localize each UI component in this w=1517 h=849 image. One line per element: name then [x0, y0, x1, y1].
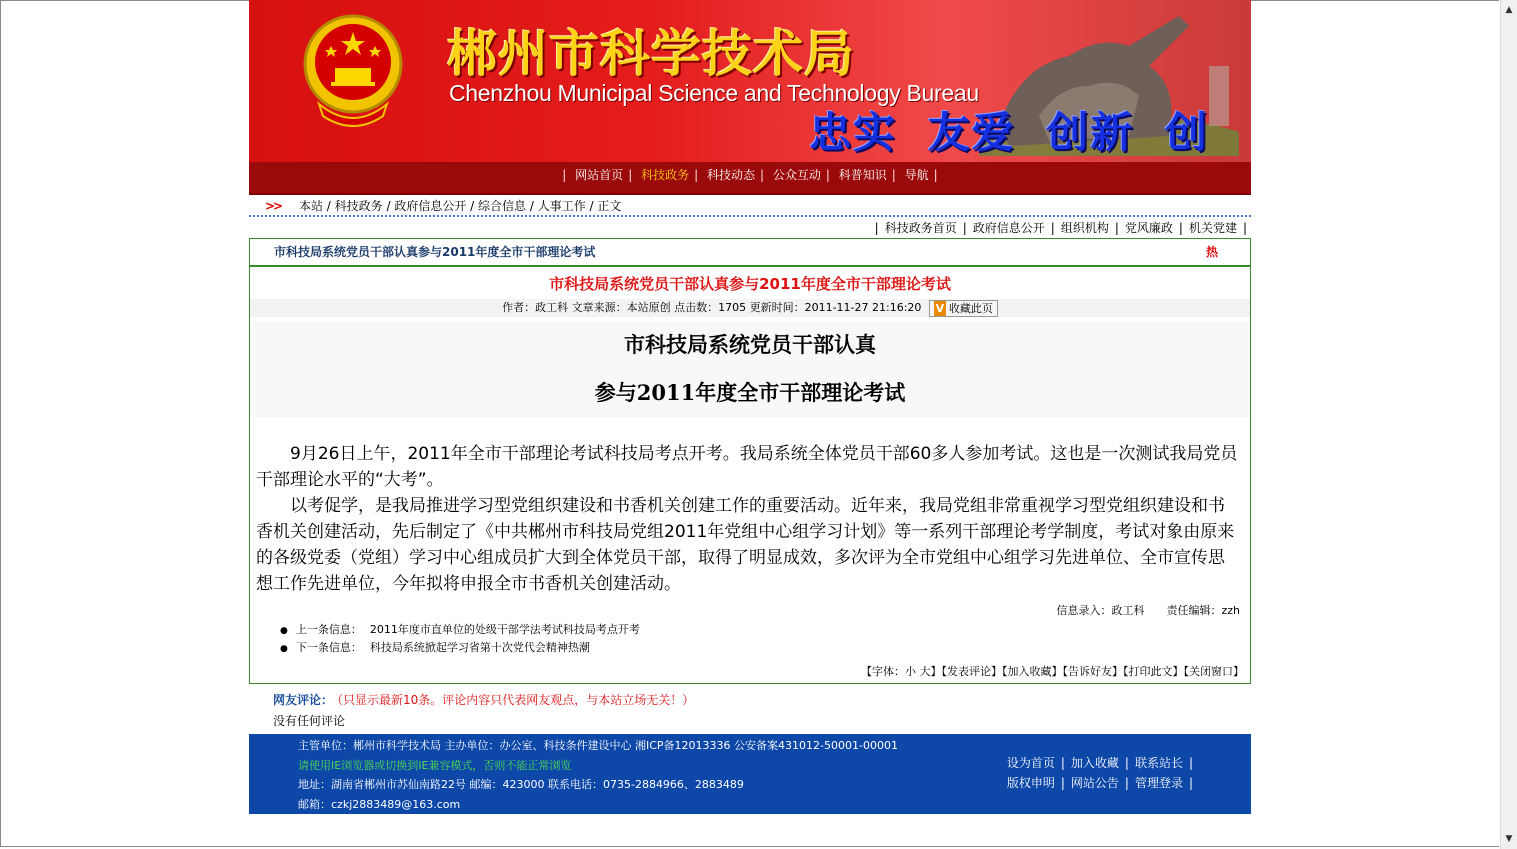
banner-title-en: Chenzhou Municipal Science and Technology Bureau: [449, 80, 979, 106]
article-signature: 信息录入：政工科 责任编辑：zzh: [250, 601, 1250, 621]
comments-label: 网友评论：: [273, 693, 334, 707]
list-item: [280, 639, 1250, 657]
article-headline-1: 市科技局系统党员干部认真: [624, 332, 876, 357]
banner-slogan: 忠实 友爱 创新 创: [809, 108, 1209, 157]
footer-line: 邮箱：czkj2883489@163.com: [298, 797, 461, 811]
subnav-integrity[interactable]: 党风廉政: [1124, 221, 1173, 235]
subnav-party-building[interactable]: 机关党建: [1188, 221, 1237, 235]
nav-home[interactable]: 网站首页: [575, 168, 624, 182]
nav-public-interaction[interactable]: 公众互动: [772, 168, 821, 182]
breadcrumb-separator: /: [466, 199, 478, 213]
nav-separator: |: [628, 168, 633, 182]
article-box: [249, 238, 1251, 684]
nav-separator: |: [562, 168, 567, 182]
breadcrumb-item[interactable]: 人事工作: [537, 199, 586, 213]
article-tools: [250, 657, 1250, 683]
subnav-gov-home[interactable]: 科技政务首页: [884, 221, 957, 235]
scroll-up-icon[interactable]: ▲: [1501, 2, 1517, 18]
article-meta-text: 作者：政工科 文章来源：本站原创 点击数：1705 更新时间：2011-11-27 21:16:20: [502, 301, 922, 314]
announcement-link[interactable]: 网站公告: [1070, 775, 1119, 790]
comments-note: （只显示最新10条。评论内容只代表网友观点，与本站立场无关！）: [337, 693, 695, 707]
comments-empty: 没有任何评论: [273, 714, 346, 728]
article-title: 市科技局系统党员干部认真参与2011年度全市干部理论考试: [549, 275, 951, 293]
admin-login-link[interactable]: 管理登录: [1134, 775, 1183, 790]
site-footer: [249, 734, 1251, 814]
nav-separator: |: [933, 168, 938, 182]
nav-separator: |: [759, 168, 765, 182]
breadcrumb-item[interactable]: 本站: [298, 199, 323, 213]
sub-nav: [249, 217, 1251, 239]
footer-info: [298, 736, 898, 814]
nav-separator: |: [825, 168, 830, 182]
subnav-separator: |: [962, 221, 967, 235]
comments-header: [249, 684, 1251, 708]
footer-warning: 请使用IE浏览器或切换到IE兼容模式，否则不能正常浏览: [298, 758, 572, 772]
article-paragraph: 以考促学，是我局推进学习型党组织建设和书香机关创建工作的重要活动。近年来，我局党组非常重视学习型党组织建设和书香机关创建活动，先后制定了《中共郴州市科技局党组2011年党组中心组学习计划》等一系列干部理论考学制度，考试对象由原来的各级党委（党组）学习中心组成员扩大到全体党员干部，取得了明显成效，多次评为全市党组中心组学习先进单位、全市宣传思想工作先进单位，今年拟将申报全市书香机关创建活动。: [256, 496, 1235, 594]
nav-separator: |: [694, 168, 699, 182]
scroll-down-icon[interactable]: ▼: [1501, 831, 1517, 847]
footer-line: 主管单位：郴州市科学技术局 主办单位：办公室、科技条件建设中心 湘ICP备12013336 公安备案431012-50001-00001: [298, 739, 898, 752]
breadcrumb-current: 正文: [597, 199, 622, 213]
nav-separator: |: [891, 168, 896, 182]
breadcrumb-separator: /: [322, 199, 335, 213]
adjacent-articles: [250, 621, 1250, 657]
nav-gov-affairs[interactable]: 科技政务: [641, 168, 690, 182]
contact-admin-link[interactable]: 联系站长: [1134, 756, 1183, 770]
bookmark-page-button[interactable]: [929, 300, 998, 317]
site-banner: [249, 0, 1251, 162]
national-emblem-icon: [301, 12, 405, 128]
list-item: [280, 621, 1250, 639]
bullet-icon: ●: [280, 644, 288, 654]
article-box-header: [250, 239, 1250, 267]
vertical-scrollbar[interactable]: [1500, 0, 1517, 849]
nav-guide[interactable]: 导航: [904, 168, 929, 182]
breadcrumb-item[interactable]: 科技政务: [334, 199, 383, 213]
next-article-link[interactable]: 科技局系统掀起学习省第十次党代会精神热潮: [369, 641, 590, 654]
double-arrow-icon: >>: [265, 199, 282, 213]
subnav-separator: |: [1114, 221, 1119, 235]
subnav-separator: |: [1050, 221, 1055, 235]
prev-article-link[interactable]: 2011年度市直单位的处级干部学法考试科技局考点开考: [369, 623, 640, 636]
prev-label: 上一条信息：: [295, 623, 362, 636]
bullet-icon: ●: [280, 626, 288, 636]
main-nav: [249, 162, 1251, 195]
breadcrumb-separator: /: [585, 199, 598, 213]
subnav-organization[interactable]: 组织机构: [1060, 221, 1109, 235]
set-homepage-link[interactable]: 设为首页: [1006, 756, 1055, 770]
bookmark-icon: V: [935, 301, 945, 315]
nav-science[interactable]: 科普知识: [838, 168, 887, 182]
article-body: [250, 321, 1250, 683]
article-paragraphs: [250, 417, 1250, 601]
copyright-link[interactable]: 版权申明: [1006, 775, 1055, 790]
next-label: 下一条信息：: [295, 641, 362, 654]
subnav-separator: |: [1178, 221, 1183, 235]
footer-links: 设为首页 | 加入收藏 | 联系站长 | 版权申明 | 网站公告 | 管理登录 |: [1001, 754, 1193, 793]
subnav-separator: |: [1242, 221, 1247, 235]
article-tools-links[interactable]: 【字体：小 大】【发表评论】【加入收藏】【告诉好友】【打印此文】【关闭窗口】: [861, 665, 1244, 678]
add-favorite-link[interactable]: 加入收藏: [1070, 756, 1119, 770]
article-meta: [250, 299, 1250, 317]
breadcrumb: [249, 195, 1251, 217]
article-paragraph: 9月26日上午，2011年全市干部理论考试科技局考点开考。我局系统全体党员干部60多人参加考试。这也是一次测试我局党员干部理论水平的“大考”。: [256, 444, 1238, 490]
article-box-title: 市科技局系统党员干部认真参与2011年度全市干部理论考试: [274, 245, 596, 259]
breadcrumb-separator: /: [382, 199, 395, 213]
breadcrumb-item[interactable]: 政府信息公开: [394, 199, 467, 213]
banner-title-cn: 郴州市科学技术局: [447, 24, 855, 83]
article-headline-2: 参与2011年度全市干部理论考试: [594, 380, 906, 405]
nav-news[interactable]: 科技动态: [706, 168, 755, 182]
footer-line: 地址：湖南省郴州市苏仙南路22号 邮编：423000 联系电话：0735-2884966、2883489: [298, 778, 744, 791]
bookmark-label: 收藏此页: [948, 301, 993, 315]
breadcrumb-separator: /: [526, 199, 538, 213]
page-container: [249, 0, 1251, 814]
subnav-info-public[interactable]: 政府信息公开: [972, 221, 1045, 235]
breadcrumb-item[interactable]: 综合信息: [478, 199, 527, 213]
hot-badge: 热: [1205, 245, 1218, 259]
subnav-separator: |: [874, 221, 879, 235]
